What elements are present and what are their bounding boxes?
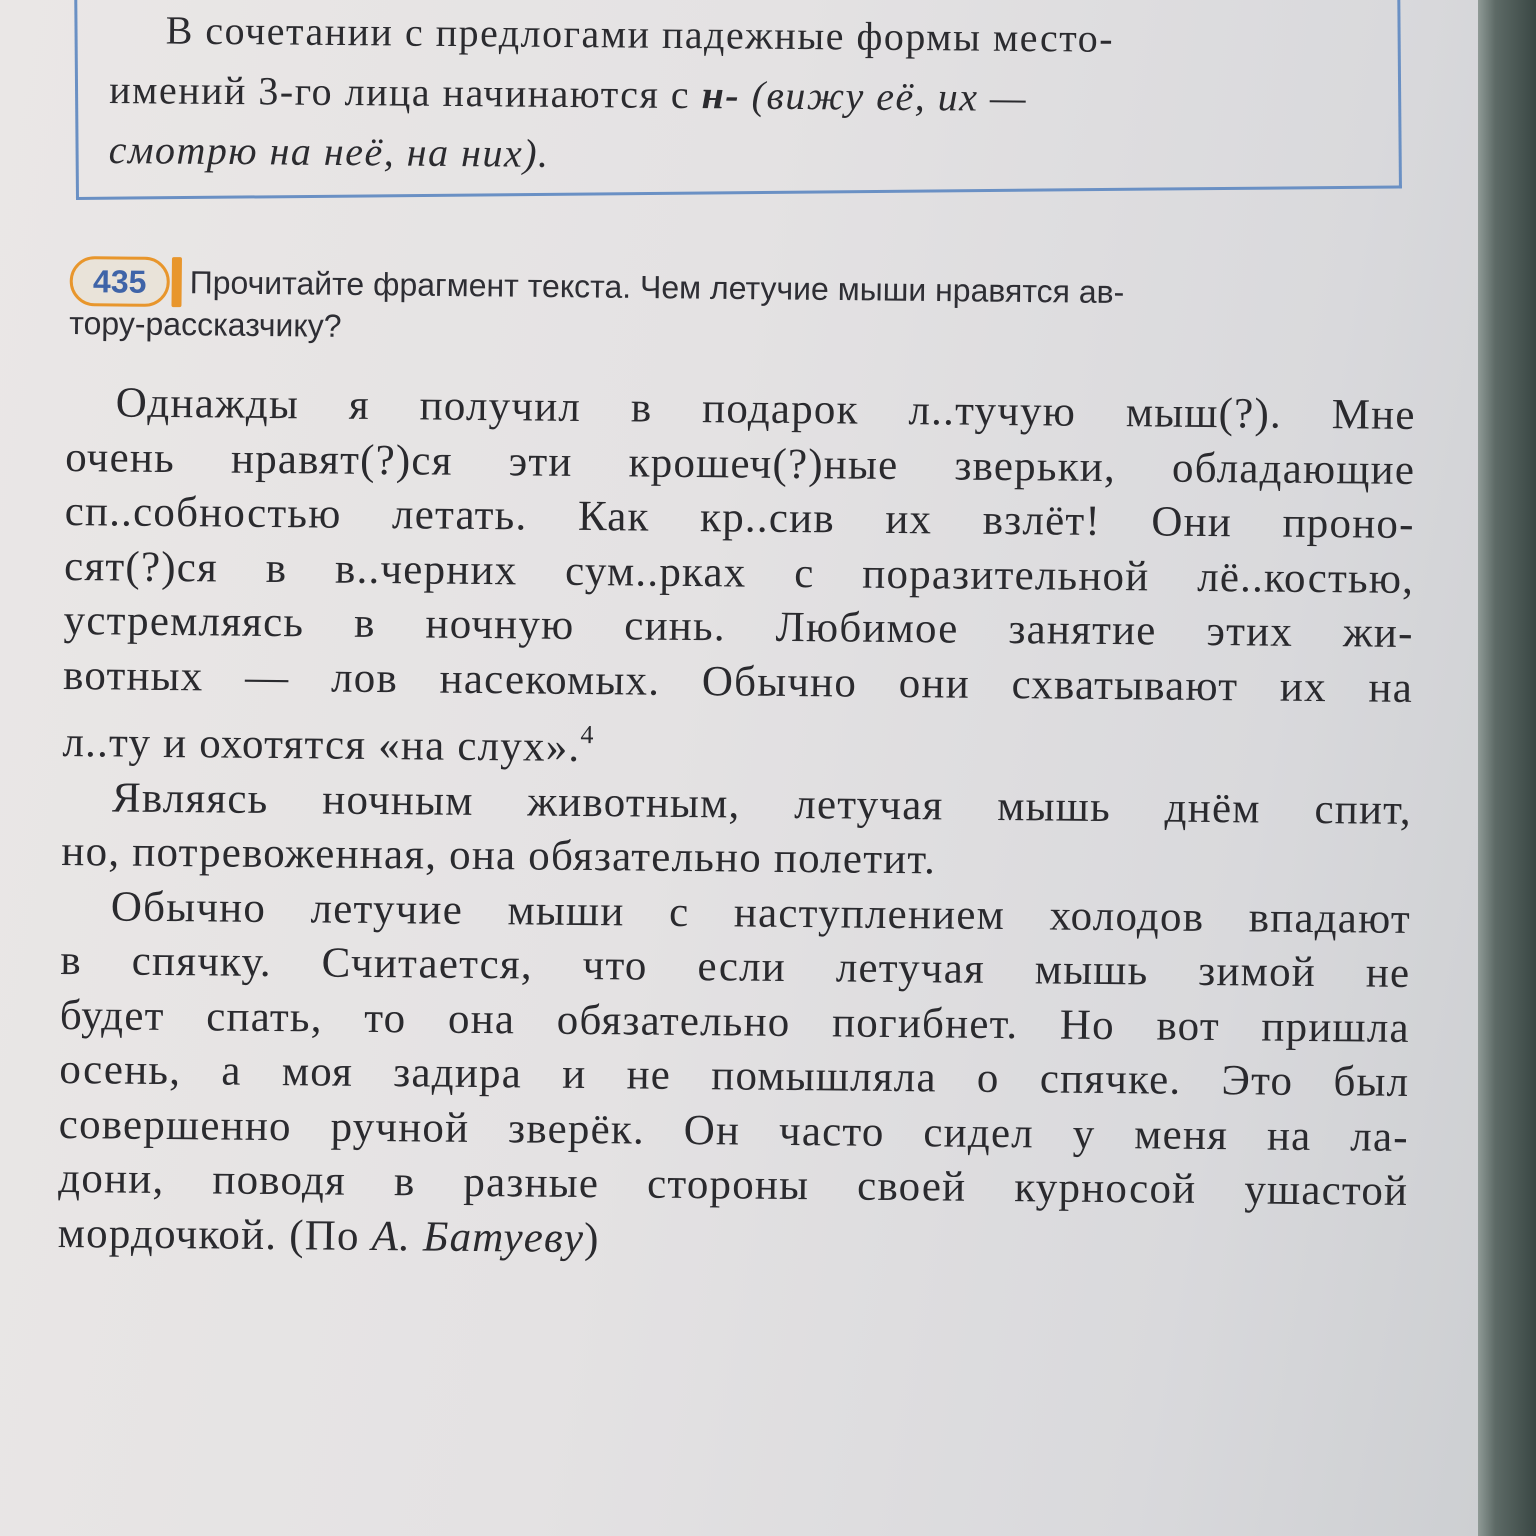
- text-line: Однажды я получил в подарок л..тучую мыш(?). Мне: [115, 379, 1416, 439]
- text-line: будет спать, то она обязательно погибнет. Но вот пришла: [59, 991, 1411, 1052]
- footnote-marker: 4: [580, 719, 595, 750]
- text-fragment: [58, 376, 1416, 1274]
- rule-letter-n: н-: [701, 72, 741, 118]
- text-line: л..ту и охотятся «на слух».$^4$: [62, 718, 595, 771]
- text-line: вотных — лов насекомых. Обычно они схватывают их на: [62, 651, 1414, 712]
- rule-line-2: имений 3-го лица начинаются с н- (вижу её, их —: [109, 66, 1028, 121]
- rule-example-1: (вижу её, их —: [739, 72, 1028, 121]
- task-line-2: тору-рассказчику?: [69, 304, 342, 344]
- rule-example-2: смотрю на неё, на них).: [108, 126, 550, 176]
- text-line: устремляясь в ночную синь. Любимое занятие этих жи-: [63, 596, 1414, 657]
- text-line: в спячку. Считается, что если летучая мышь зимой не: [60, 936, 1411, 997]
- task-number-badge: 435: [69, 256, 170, 307]
- text-line: очень нравят(?)ся эти крошеч(?)ные зверьки, обладающие: [64, 433, 1416, 494]
- text-line: сят(?)ся в в..черних сум..рках с поразительной лё..костью,: [63, 542, 1415, 603]
- text-line: осень, а моя задира и не помышляла о спячке. Это был: [59, 1045, 1410, 1106]
- rule-line-1: В сочетании с предлогами падежные формы место-: [165, 7, 1115, 61]
- text-line: дони, поводя в разные стороны своей курносой ушастой: [58, 1154, 1409, 1215]
- task-line-1: Прочитайте фрагмент текста. Чем летучие мыши нравятся ав-: [189, 264, 1125, 311]
- author-name: А. Батуеву: [371, 1212, 585, 1262]
- text-line: но, потревоженная, она обязательно полетит.: [61, 827, 937, 884]
- text-line: мордочкой. (По А. Батуеву): [57, 1209, 600, 1262]
- task-heading: [69, 256, 1390, 344]
- text-line: Являясь ночным животным, летучая мышь днём спит,: [111, 773, 1413, 834]
- rule-text: [108, 0, 1360, 191]
- text-line: совершенно ручной зверёк. Он часто сидел у меня на ла-: [58, 1100, 1409, 1161]
- page-edge: [1478, 0, 1536, 1536]
- task-instructions: [69, 260, 1390, 358]
- text-line: сп..собностью летать. Как кр..сив их взлёт! Они проно-: [64, 487, 1415, 548]
- rule-line-3: [108, 120, 1358, 191]
- text-line: Обычно летучие мыши с наступлением холодов впадают: [110, 882, 1412, 943]
